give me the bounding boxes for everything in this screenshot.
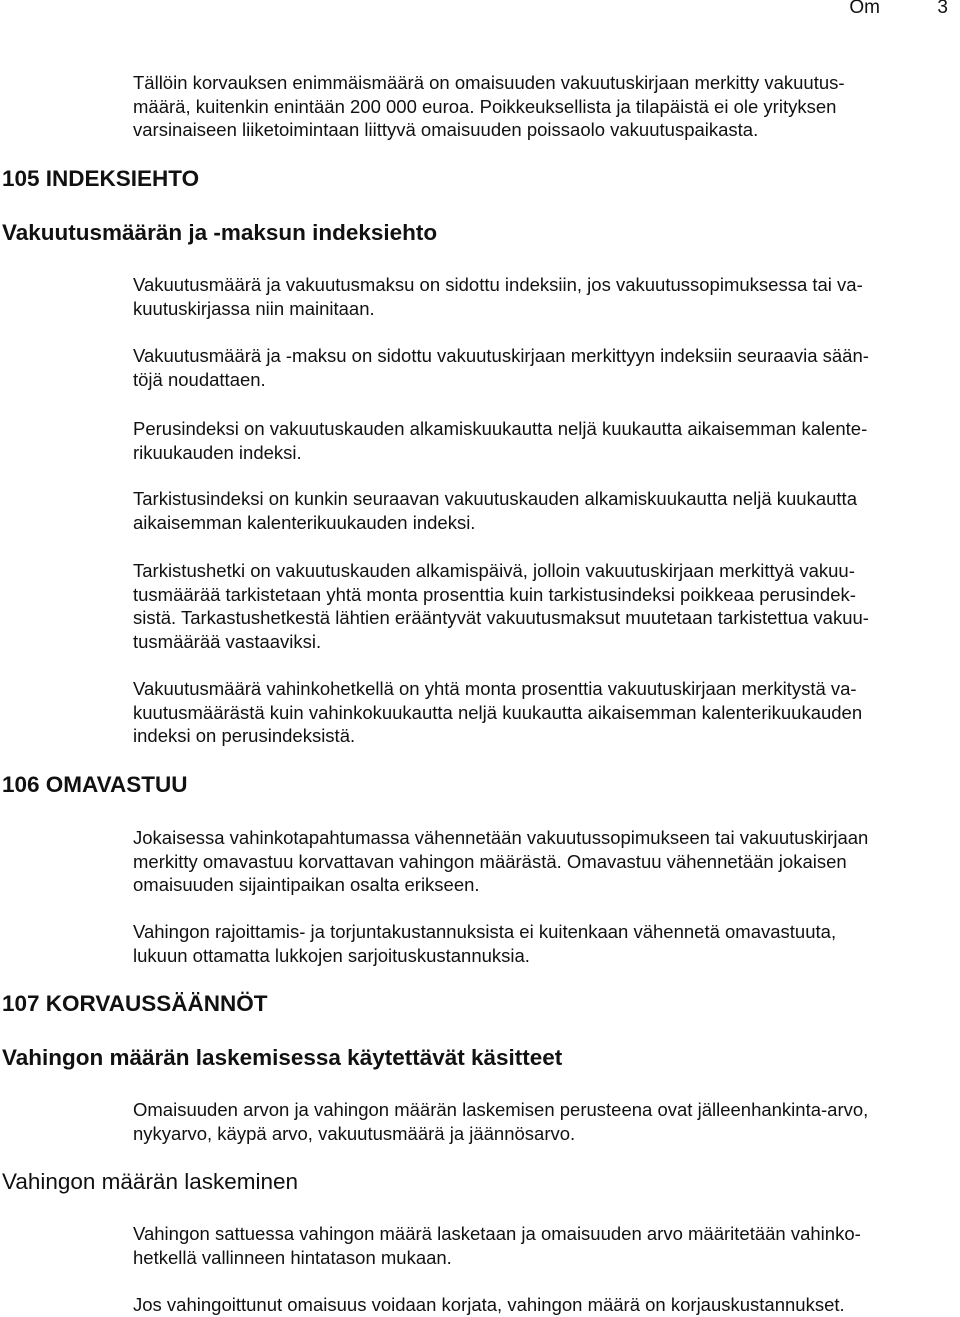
text-line: tusmäärää vastaaviksi. <box>133 630 322 652</box>
intro-paragraph <box>133 71 953 142</box>
paragraph <box>133 1293 953 1317</box>
text-line: Tällöin korvauksen enimmäismäärä on omaisuuden vakuutuskirjaan merkitty vakuutus- <box>133 72 845 93</box>
page-header <box>0 0 960 21</box>
paragraph <box>133 826 953 897</box>
text-line: töjä noudattaen. <box>133 368 266 390</box>
text-line: määrä, kuitenkin enintään 200 000 euroa. Poikkeuksellista ja tilapäistä ei ole yrityksen <box>133 95 837 117</box>
section-105-title: 105 INDEKSIEHTO <box>2 166 200 191</box>
text-line: Perusindeksi on vakuutuskauden alkamiskuukautta neljä kuukautta aikaisemman kalente- <box>133 418 868 439</box>
text-line: kuutuskirjassa niin mainitaan. <box>133 297 375 319</box>
section-107-title: 107 KORVAUSSÄÄNNÖT <box>2 991 268 1016</box>
paragraph <box>133 1222 953 1269</box>
text-line: merkitty omavastuu korvattavan vahingon määrästä. Omavastuu vähennetään jokaisen <box>133 850 847 872</box>
text-line: omaisuuden sijaintipaikan osalta erikseen. <box>133 874 480 895</box>
paragraph <box>133 487 953 534</box>
paragraph <box>133 344 953 391</box>
page-number: 3 <box>937 0 948 18</box>
text-line: aikaisemman kalenterikuukauden indeksi. <box>133 511 476 533</box>
text-line: nykyarvo, käypä arvo, vakuutusmäärä ja jäännösarvo. <box>133 1122 576 1144</box>
text-line: tusmäärää tarkistetaan yhtä monta prosenttia kuin tarkistusindeksi poikkeaa perusindek- <box>133 583 856 605</box>
text-line: Vakuutusmäärä ja vakuutusmaksu on sidottu indeksiin, jos vakuutussopimuksessa tai va- <box>133 274 863 295</box>
text-line: kuutusmäärästä kuin vahinkokuukautta neljä kuukautta aikaisemman kalenterikuukauden <box>133 701 863 723</box>
text-line: rikuukauden indeksi. <box>133 441 302 463</box>
paragraph <box>133 677 953 748</box>
text-line: Vakuutusmäärä vahinkohetkellä on yhtä monta prosenttia vakuutuskirjaan merkitystä va- <box>133 678 857 699</box>
text-line: Vahingon sattuessa vahingon määrä lasketaan ja omaisuuden arvo määritetään vahinko- <box>133 1223 861 1244</box>
paragraph <box>133 1098 953 1145</box>
text-line: varsinaiseen liiketoimintaan liittyvä omaisuuden poissaolo vakuutuspaikasta. <box>133 119 759 140</box>
section-106-title: 106 OMAVASTUU <box>2 772 188 797</box>
section-107-subtitle-concepts: Vahingon määrän laskemisessa käytettävät käsitteet <box>2 1045 563 1070</box>
text-line: indeksi on perusindeksistä. <box>133 725 356 746</box>
section-105-subtitle: Vakuutusmäärän ja -maksun indeksiehto <box>2 220 438 245</box>
text-line: lukuun ottamatta lukkojen sarjoituskustannuksia. <box>133 944 530 966</box>
text-line: Omaisuuden arvon ja vahingon määrän laskemisen perusteena ovat jälleenhankinta-arvo, <box>133 1099 869 1120</box>
paragraph <box>133 920 953 967</box>
text-line: Tarkistushetki on vakuutuskauden alkamispäivä, jolloin vakuutuskirjaan merkittyä vakuu- <box>133 560 855 581</box>
text-line: Jokaisessa vahinkotapahtumassa vähennetään vakuutussopimukseen tai vakuutuskirjaan <box>133 827 869 848</box>
paragraph <box>133 273 953 320</box>
paragraph <box>133 417 953 464</box>
text-line: Tarkistusindeksi on kunkin seuraavan vakuutuskauden alkamiskuukautta neljä kuukautta <box>133 488 857 509</box>
text-line: Jos vahingoittunut omaisuus voidaan korjata, vahingon määrä on korjauskustannukset. <box>133 1294 845 1315</box>
section-107-subtitle-calculation: Vahingon määrän laskeminen <box>2 1169 299 1194</box>
text-line: hetkellä vallinneen hintatason mukaan. <box>133 1246 452 1268</box>
document-code: Om <box>849 0 880 18</box>
text-line: sistä. Tarkastushetkestä lähtien erääntyvät vakuutusmaksut muutetaan tarkistettua vakuu- <box>133 607 869 628</box>
text-line: Vahingon rajoittamis- ja torjuntakustannuksista ei kuitenkaan vähennetä omavastuuta, <box>133 921 837 942</box>
paragraph <box>133 559 953 653</box>
text-line: Vakuutusmäärä ja -maksu on sidottu vakuutuskirjaan merkittyyn indeksiin seuraavia sään- <box>133 345 869 366</box>
